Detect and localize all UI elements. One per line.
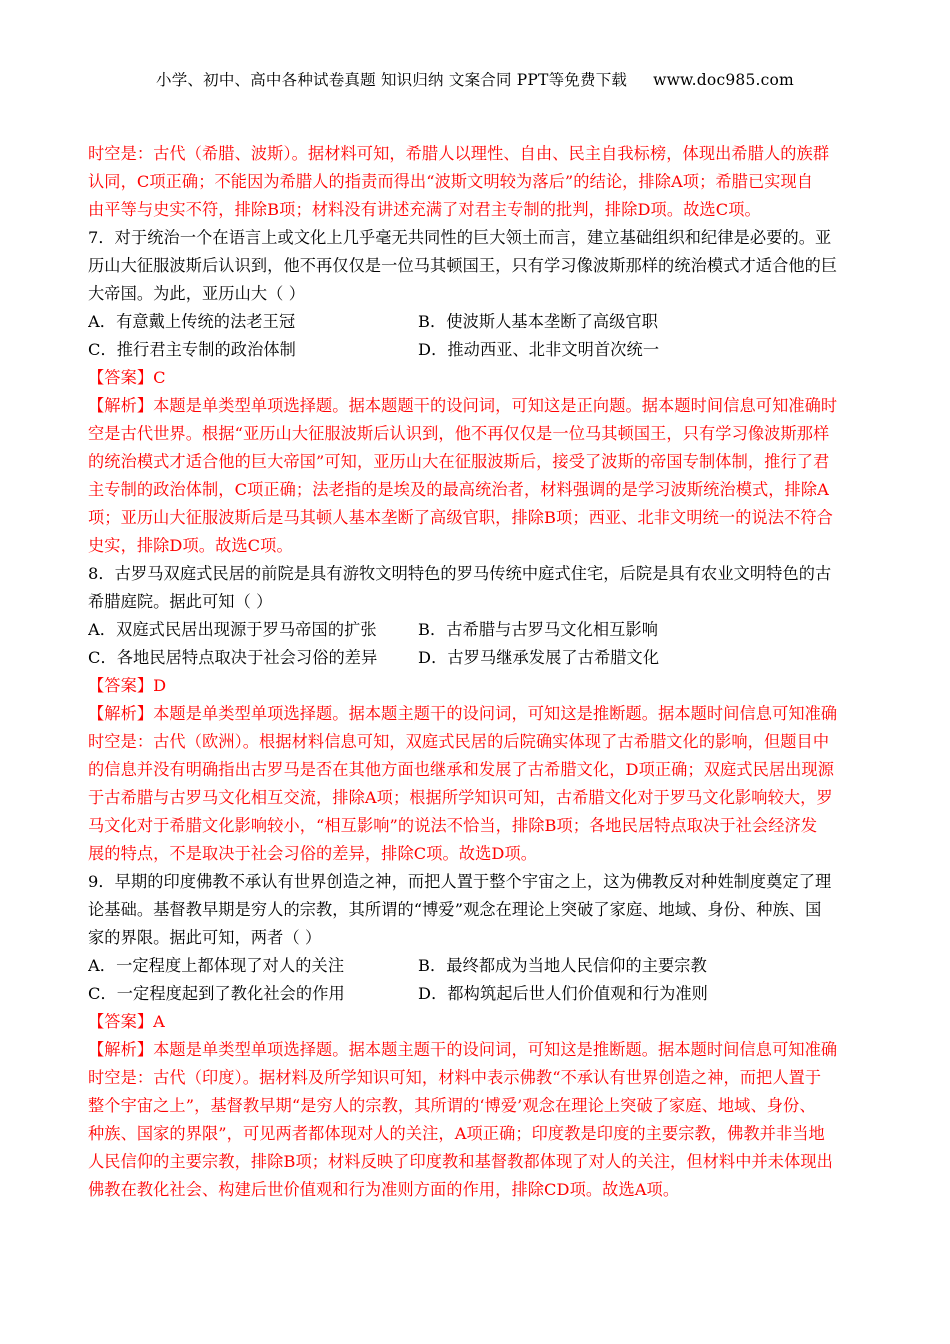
header-text: 小学、初中、高中各种试卷真题 知识归纳 文案合同 PPT等免费下载 <box>156 71 628 89</box>
analysis-line: 【解析】本题是单类型单项选择题。据本题题干的设问词，可知这是正向题。据本题时间信息可知准确时 <box>88 396 838 415</box>
options-row <box>88 952 863 980</box>
option-c: C．一定程度起到了教化社会的作用 <box>88 984 345 1003</box>
option-c: C．各地民居特点取决于社会习俗的差异 <box>88 648 378 667</box>
analysis-line: 时空是：古代（欧洲）。根据材料信息可知，双庭式民居的后院确实体现了古希腊文化的影响，但题目中 <box>88 732 830 751</box>
answer: 【答案】C <box>88 368 166 387</box>
answer: 【答案】D <box>88 676 167 695</box>
question-stem-line: 7．对于统治一个在语言上或文化上几乎毫无共同性的巨大领土而言，建立基础组织和纪律是必要的。亚 <box>88 228 832 247</box>
analysis-line: 【解析】本题是单类型单项选择题。据本题主题干的设问词，可知这是推断题。据本题时间信息可知准确 <box>88 1040 838 1059</box>
analysis-line: 的信息并没有明确指出古罗马是否在其他方面也继承和发展了古希腊文化，D项正确；双庭式民居出现源 <box>88 760 835 779</box>
option-a: A．一定程度上都体现了对人的关注 <box>88 956 345 975</box>
analysis-line: 种族、国家的界限”，可见两者都体现对人的关注，A项正确；印度教是印度的主要宗教，佛教并非当地 <box>88 1124 825 1143</box>
analysis-line: 【解析】本题是单类型单项选择题。据本题主题干的设问词，可知这是推断题。据本题时间信息可知准确 <box>88 704 838 723</box>
answer: 【答案】A <box>88 1012 165 1031</box>
option-c: C．推行君主专制的政治体制 <box>88 340 296 359</box>
options-row <box>88 644 863 672</box>
analysis-line: 史实，排除D项。故选C项。 <box>88 536 293 555</box>
options-row <box>88 308 863 336</box>
option-d: D．推动西亚、北非文明首次统一 <box>418 340 660 359</box>
question-9 <box>88 868 863 1204</box>
analysis-line: 时空是：古代（印度）。据材料及所学知识可知，材料中表示佛教“不承认有世界创造之神，而把人置于 <box>88 1068 822 1087</box>
question-stem-line: 希腊庭院。据此可知（ ） <box>88 592 273 611</box>
analysis-line: 时空是：古代（希腊、波斯）。据材料可知，希腊人以理性、自由、民主自我标榜，体现出希腊人的族群 <box>88 144 830 163</box>
option-b: B．古希腊与古罗马文化相互影响 <box>418 620 659 639</box>
option-b: B．最终都成为当地人民信仰的主要宗教 <box>418 956 707 975</box>
option-a: A．双庭式民居出现源于罗马帝国的扩张 <box>88 620 377 639</box>
analysis-line: 由平等与史实不符，排除B项；材料没有讲述充满了对君主专制的批判，排除D项。故选C项。 <box>88 200 761 219</box>
question-stem-line: 大帝国。为此，亚历山大（ ） <box>88 284 305 303</box>
previous-analysis <box>88 140 863 224</box>
question-stem-line: 家的界限。据此可知，两者（ ） <box>88 928 322 947</box>
options-row <box>88 616 863 644</box>
analysis-line: 马文化对于希腊文化影响较小，“相互影响”的说法不恰当，排除B项；各地民居特点取决于社会经济发 <box>88 816 818 835</box>
question-8 <box>88 560 863 868</box>
analysis-line: 佛教在教化社会、构建后世价值观和行为准则方面的作用，排除CD项。故选A项。 <box>88 1180 680 1199</box>
analysis-line: 主专制的政治体制，C项正确；法老指的是埃及的最高统治者，材料强调的是学习波斯统治模式，排除A <box>88 480 829 499</box>
analysis-line: 于古希腊与古罗马文化相互交流，排除A项；根据所学知识可知，古希腊文化对于罗马文化影响较大，罗 <box>88 788 833 807</box>
header-site: www.doc985.com <box>653 71 794 89</box>
option-d: D．都构筑起后世人们价值观和行为准则 <box>418 984 708 1003</box>
analysis-line: 认同，C项正确；不能因为希腊人的指责而得出“波斯文明较为落后”的结论，排除A项；希腊已实现自 <box>88 172 814 191</box>
question-stem-line: 历山大征服波斯后认识到，他不再仅仅是一位马其顿国王，只有学习像波斯那样的统治模式才适合他的巨 <box>88 256 838 275</box>
option-a: A．有意戴上传统的法老王冠 <box>88 312 296 331</box>
question-stem-line: 论基础。基督教早期是穷人的宗教，其所谓的“博爱”观念在理论上突破了家庭、地域、身份、种族、国 <box>88 900 822 919</box>
analysis-line: 项；亚历山大征服波斯后是马其顿人基本垄断了高级官职，排除B项；西亚、北非文明统一的说法不符合 <box>88 508 833 527</box>
question-stem-line: 9．早期的印度佛教不承认有世界创造之神，而把人置于整个宇宙之上，这为佛教反对种姓制度奠定了理 <box>88 872 832 891</box>
analysis-line: 整个宇宙之上”，基督教早期“是穷人的宗教，其所谓的‘博爱’观念在理论上突破了家庭、地域、身份、 <box>88 1096 816 1115</box>
page-header <box>0 68 950 90</box>
question-stem-line: 8．古罗马双庭式民居的前院是具有游牧文明特色的罗马传统中庭式住宅，后院是具有农业文明特色的古 <box>88 564 832 583</box>
analysis-line: 人民信仰的主要宗教，排除B项；材料反映了印度教和基督教都体现了对人的关注，但材料中并未体现出 <box>88 1152 833 1171</box>
analysis-line: 展的特点，不是取决于社会习俗的差异，排除C项。故选D项。 <box>88 844 538 863</box>
analysis-line: 的统治模式才适合他的巨大帝国”可知，亚历山大在征服波斯后，接受了波斯的帝国专制体制，推行了君 <box>88 452 830 471</box>
question-7 <box>88 224 863 560</box>
options-row <box>88 980 863 1008</box>
option-b: B．使波斯人基本垄断了高级官职 <box>418 312 659 331</box>
analysis-line: 空是古代世界。根据“亚历山大征服波斯后认识到，他不再仅仅是一位马其顿国王，只有学习像波斯那样 <box>88 424 830 443</box>
option-d: D．古罗马继承发展了古希腊文化 <box>418 648 660 667</box>
options-row <box>88 336 863 364</box>
document-body <box>88 140 863 1204</box>
